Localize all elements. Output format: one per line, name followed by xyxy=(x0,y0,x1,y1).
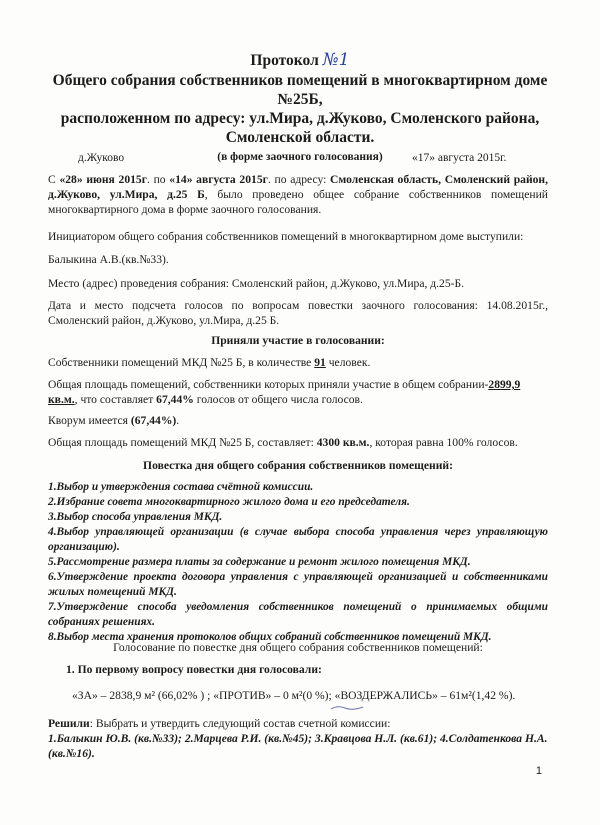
commission-members: 1.Балыкин Ю.В. (кв.№33); 2.Марцева Р.И. (кв.№45); 3.Кравцова Н.Л. (кв.61); 4.Солдатенкова Н.А. (кв.№16). xyxy=(48,732,548,760)
agenda-item: 7.Утверждение способа уведомления собственников помещений о принимаемых общими собраниях решениях. xyxy=(48,601,548,628)
question-1-result: «ЗА» – 2838,9 м² (66,02% ) ; «ПРОТИВ» – 0 м²(0 %); «ВОЗДЕРЖАЛИСЬ» – 61м²(1,42 %). xyxy=(72,689,516,702)
decision: Решили: Выбрать и утвердить следующий состав счетной комиссии: xyxy=(48,717,391,730)
agenda-item: 2.Избрание совета многоквартирного жилого дома и его председателя. xyxy=(48,496,410,508)
owners-count: Собственники помещений МКД №25 Б, в количестве 91 человек. xyxy=(48,356,371,369)
agenda-item: 6.Утверждение проекта договора управления с управляющей организацией и собственниками жилых помещений МКД. xyxy=(48,571,548,598)
agenda-list xyxy=(48,480,548,645)
page-number: 1 xyxy=(535,765,542,777)
total-area: Общая площадь помещений МКД №25 Б, составляет: 4300 кв.м., которая равна 100% голосов. xyxy=(48,436,518,449)
agenda-heading: Повестка дня общего собрания собственников помещений: xyxy=(143,459,453,472)
meeting-place: Место (адрес) проведения собрания: Смоленский район, д.Жуково, ул.Мира, д.25-Б. xyxy=(48,277,465,290)
title-line-1: Общего собрания собственников помещений в многоквартирном доме №25Б, xyxy=(52,72,548,108)
initiator-name: Балыкина А.В.(кв.№33). xyxy=(48,253,169,266)
quorum: Кворум имеется (67,44%). xyxy=(48,414,180,427)
protocol-title xyxy=(30,50,570,71)
question-1-heading: 1. По первому вопросу повестки дня голосовали: xyxy=(66,663,322,676)
agenda-item: 8.Выбор места хранения протоколов общих собраний собственников помещений МКД. xyxy=(48,631,492,643)
count-place: Дата и место подсчета голосов по вопросам повестки заочного голосования: 14.08.2015г., Смоленский район, д.Жуково, ул.Мира, д.25 Б. xyxy=(48,299,548,327)
document-title xyxy=(30,50,570,165)
area-participated: Общая площадь помещений, собственники которых приняли участие в общем собрании-2899,9 кв.м., что составляет 67,44% голосов от общего числа голосов. xyxy=(48,378,521,406)
agenda-item: 3.Выбор способа управления МКД. xyxy=(48,511,223,523)
document-date: «17» августа 2015г. xyxy=(412,152,507,164)
pen-mark xyxy=(330,704,364,712)
protocol-number-handwritten: №1 xyxy=(322,50,350,70)
place: д.Жуково xyxy=(78,152,125,164)
initiator-text: Инициатором общего собрания собственников помещений в многоквартирном доме выступили: xyxy=(48,230,524,243)
intro-paragraph: С «28» июня 2015г. по «14» августа 2015г. по адресу: Смоленская область, Смоленский район, д.Жуково, ул.Мира, д.25 Б, было проведено общее собрание собственников помещений многоквартирного дома в форме заочного голосования. xyxy=(48,173,548,216)
agenda-item: 5.Рассмотрение размера платы за содержание и ремонт жилого помещения МКД. xyxy=(48,556,471,568)
voting-form: (в форме заочного голосования) xyxy=(217,151,383,163)
title-line-3: Смоленской области. xyxy=(225,129,375,146)
protocol-word: Протокол xyxy=(250,52,319,69)
title-line-2: расположенном по адресу: ул.Мира, д.Жуково, Смоленского района, xyxy=(60,110,540,127)
voting-heading: Голосование по повестке дня общего собрания собственников помещений: xyxy=(113,641,483,654)
participated-heading: Приняли участие в голосовании: xyxy=(211,334,385,347)
agenda-item: 4.Выбор управляющей организации (в случае выбора способа управления через управляющую организацию). xyxy=(48,526,548,553)
agenda-item: 1.Выбор и утверждения состава счётной комиссии. xyxy=(48,481,314,493)
